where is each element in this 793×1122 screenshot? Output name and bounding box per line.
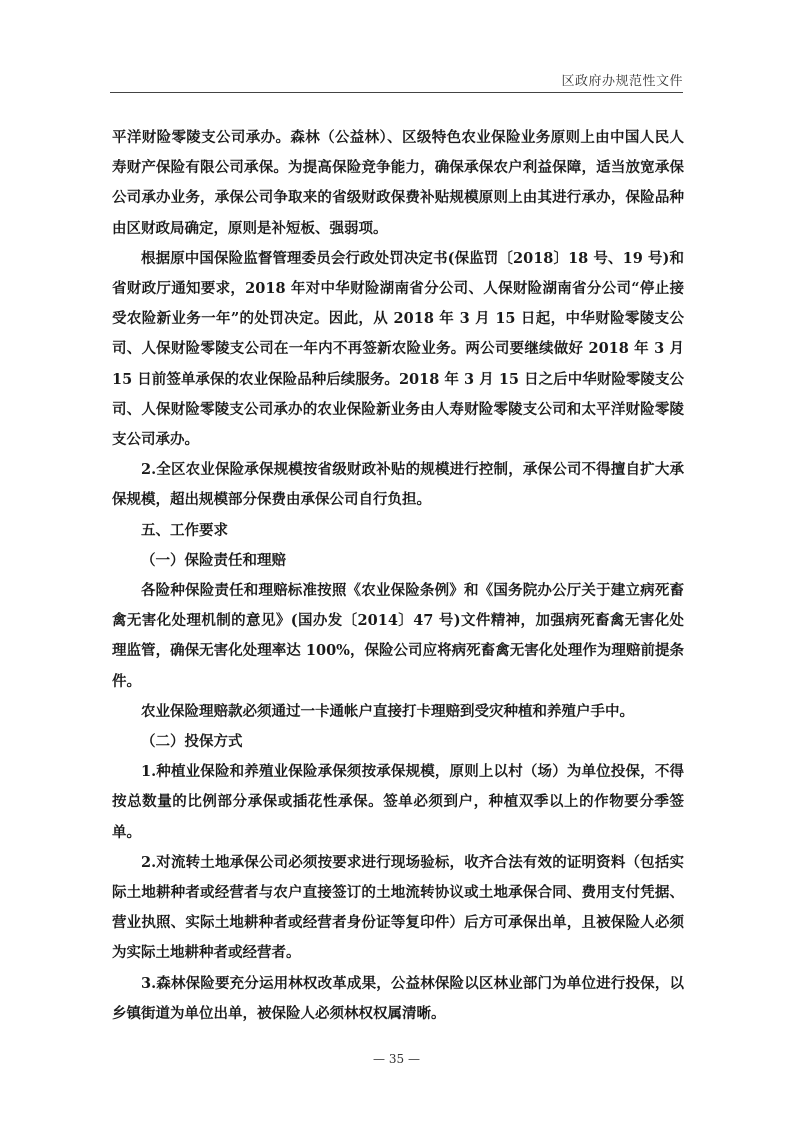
paragraph-penalty-decision: 根据原中国保险监督管理委员会行政处罚决定书(保监罚〔2018〕18 号、19 号)和省财政厅通知要求，2018 年对中华财险湖南省分公司、人保财险湖南省分公司“停止接受农险新业务一年”的处罚决定。因此，从 2018 年 3 月 15 日起，中华财险零陵支公司、人保财险零陵支公司在一年内不再签新农险业务。两公司要继续做好 2018 年 3 月 15 日前签单承保的农业保险品种后续服务。2018 年 3 月 15 日之后中华财险零陵支公司、人保财险零陵支公司承办的农业保险新业务由人寿财险零陵支公司和太平洋财险零陵支公司承办。 (112, 249, 684, 449)
paragraph-continuation: 平洋财险零陵支公司承办。森林（公益林）、区级特色农业保险业务原则上由中国人民人寿财产保险有限公司承保。为提高保险竞争能力，确保承保农户利益保障，适当放宽承保公司承办业务，承保公司争取来的省级财政保费补贴规模原则上由其进行承办，保险品种由区财政局确定，原则是补短板、强弱项。 (112, 129, 684, 237)
header-divider (110, 92, 683, 93)
document-body (112, 123, 684, 1029)
subsection-heading-insurance-method: （二）投保方式 (141, 733, 243, 751)
paragraph-planting-breeding: 1.种植业保险和养殖业保险承保须按承保规模，原则上以村（场）为单位投保，不得按总数量的比例部分承保或插花性承保。签单必须到户，种植双季以上的作物要分季签单。 (112, 763, 684, 841)
document-header-title: 区政府办规范性文件 (561, 74, 683, 89)
paragraph-liability-standards: 各险种保险责任和理赔标准按照《农业保险条例》和《国务院办公厅关于建立病死畜禽无害化处理机制的意见》(国办发〔2014〕47 号)文件精神，加强病死畜禽无害化处理监管，确保无害化处理率达 100%，保险公司应将病死畜禽无害化处理作为理赔前提条件。 (112, 582, 684, 690)
paragraph-forest-insurance: 3.森林保险要充分运用林权改革成果，公益林保险以区林业部门为单位进行投保，以乡镇街道为单位出单，被保险人必须林权权属清晰。 (112, 974, 684, 1022)
paragraph-scale-control: 2.全区农业保险承保规模按省级财政补贴的规模进行控制，承保公司不得擅自扩大承保规模，超出规模部分保费由承保公司自行负担。 (112, 461, 684, 509)
paragraph-claim-payment: 农业保险理赔款必须通过一卡通帐户直接打卡理赔到受灾种植和养殖户手中。 (141, 702, 634, 720)
page-number: — 35 — (373, 1052, 420, 1066)
paragraph-land-transfer: 2.对流转土地承保公司必须按要求进行现场验标，收齐合法有效的证明资料（包括实际土地耕种者或经营者与农户直接签订的土地流转协议或土地承保合同、费用支付凭据、营业执照、实际土地耕种者或经营者身份证等复印件）后方可承保出单，且被保险人必须为实际土地耕种者或经营者。 (112, 853, 684, 962)
section-heading-work-requirements: 五、工作要求 (141, 521, 228, 539)
subsection-heading-liability-claims: （一）保险责任和理赔 (141, 551, 286, 569)
